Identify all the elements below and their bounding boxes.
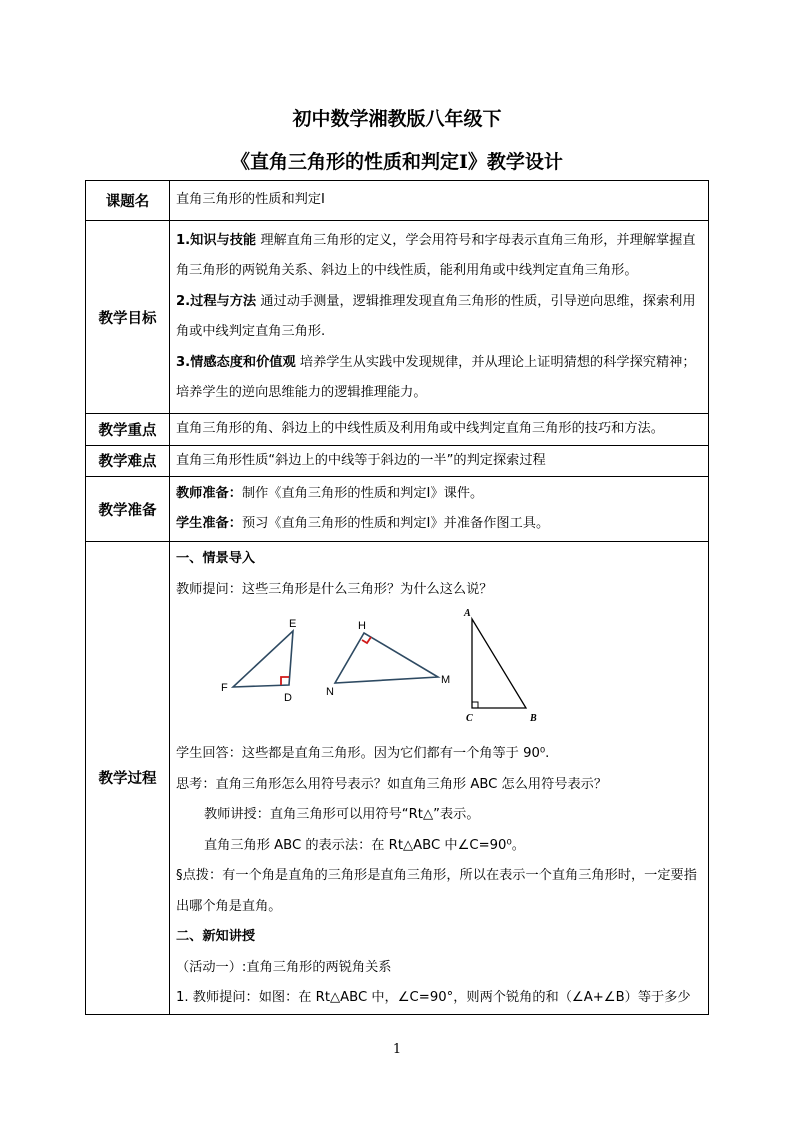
right-angle-mark-c (472, 702, 478, 708)
document-title-line2: 《直角三角形的性质和判定Ⅰ》教学设计 (231, 151, 563, 173)
student-prep (176, 509, 703, 540)
goal-3-text: 培养学生从实践中发现规律，并从理论上证明猜想的科学探究精神；培养学生的逆向思维能力的逻辑推理能力。 (176, 354, 696, 400)
teacher-question-2: 1. 教师提问：如图：在 Rt△ABC 中，∠C=90°，则两个锐角的和（∠A+∠B）等于多少 (176, 990, 691, 1005)
teacher-prep-text: 制作《直角三角形的性质和判定Ⅰ》课件。 (241, 485, 484, 501)
table-row-goals (86, 221, 709, 414)
row-label-goals: 教学目标 (86, 221, 170, 414)
section-heading-new-knowledge: 二、新知讲授 (176, 929, 256, 944)
vertex-label-m: M (441, 674, 451, 686)
row-label-difficulty: 教学难点 (86, 445, 170, 477)
row-label-process: 教学过程 (86, 542, 170, 1015)
vertex-label-c: C (466, 713, 473, 724)
row-label-topic: 课题名 (86, 181, 170, 221)
right-angle-mark-h (362, 637, 371, 643)
table-row-preparation (86, 477, 709, 542)
student-prep-text: 预习《直角三角形的性质和判定Ⅰ》并准备作图工具。 (241, 516, 550, 531)
vertex-label-n: N (326, 686, 334, 698)
triangle-diagram (176, 609, 696, 739)
table-row-difficulty (86, 445, 709, 477)
triangle-hnm (335, 633, 438, 683)
document-title-line1: 初中数学湘教版八年级下 (292, 108, 502, 130)
right-angle-mark-d (281, 677, 289, 685)
goal-3-heading: 3.情感态度和价值观 (176, 354, 296, 370)
lesson-plan-table (85, 180, 709, 1015)
teacher-prep (176, 479, 703, 510)
key-points-value: 直角三角形的角、斜边上的中线性质及利用角或中线判定直角三角形的技巧和方法。 (170, 414, 709, 446)
triangle-def (233, 631, 293, 687)
page-number: 1 (392, 1042, 402, 1057)
student-prep-heading: 学生准备： (176, 516, 242, 531)
row-label-preparation: 教学准备 (86, 477, 170, 542)
vertex-label-e: E (289, 618, 297, 630)
teacher-question-1: 教师提问：这些三角形是什么三角形？为什么这么说？ (176, 581, 493, 597)
activity-1-title: （活动一）:直角三角形的两锐角关系 (176, 959, 392, 975)
teacher-explain-2: 直角三角形 ABC 的表示法：在 Rt△ABC 中∠C=90⁰。 (204, 837, 525, 853)
goal-item-1 (176, 226, 703, 287)
triangle-figures (176, 609, 703, 739)
teaching-tip: §点拨：有一个角是直角的三角形是直角三角形，所以在表示一个直角三角形时，一定要指出哪个角是直角。 (176, 868, 697, 914)
goal-item-2 (176, 287, 703, 348)
goal-2-heading: 2.过程与方法 (176, 293, 257, 309)
goal-2-text: 通过动手测量，逻辑推理发现直角三角形的性质，引导逆向思维，探索利用角或中线判定直角三角形. (176, 293, 696, 339)
topic-value: 直角三角形的性质和判定Ⅰ (170, 181, 709, 221)
goal-item-3 (176, 348, 703, 409)
row-label-key-points: 教学重点 (86, 414, 170, 446)
teacher-prep-heading: 教师准备： (176, 485, 242, 501)
vertex-label-b: B (530, 713, 537, 724)
table-row-process (86, 542, 709, 1015)
section-heading-intro: 一、情景导入 (176, 551, 256, 566)
table-row-key-points (86, 414, 709, 446)
vertex-label-a: A (464, 609, 471, 619)
triangle-abc (472, 619, 526, 708)
think-question: 思考：直角三角形怎么用符号表示？如直角三角形 ABC 怎么用符号表示？ (176, 776, 608, 792)
goals-content (170, 221, 709, 414)
table-row-topic (86, 181, 709, 221)
vertex-label-f: F (221, 682, 228, 694)
difficulty-value: 直角三角形性质“斜边上的中线等于斜边的一半”的判定探索过程 (170, 445, 709, 477)
goal-1-text: 理解直角三角形的定义，学会用符号和字母表示直角三角形，并理解掌握直角三角形的两锐角关系、斜边上的中线性质，能利用角或中线判定直角三角形。 (176, 232, 696, 278)
student-answer-1: 学生回答：这些都是直角三角形。因为它们都有一个角等于 90⁰. (176, 746, 550, 761)
preparation-content (170, 477, 709, 542)
goal-1-heading: 1.知识与技能 (176, 232, 257, 248)
process-content (170, 542, 709, 1015)
vertex-label-h: H (358, 620, 366, 632)
vertex-label-d: D (284, 692, 292, 704)
teacher-explain-1: 教师讲授：直角三角形可以用符号“Rt△”表示。 (204, 807, 480, 822)
